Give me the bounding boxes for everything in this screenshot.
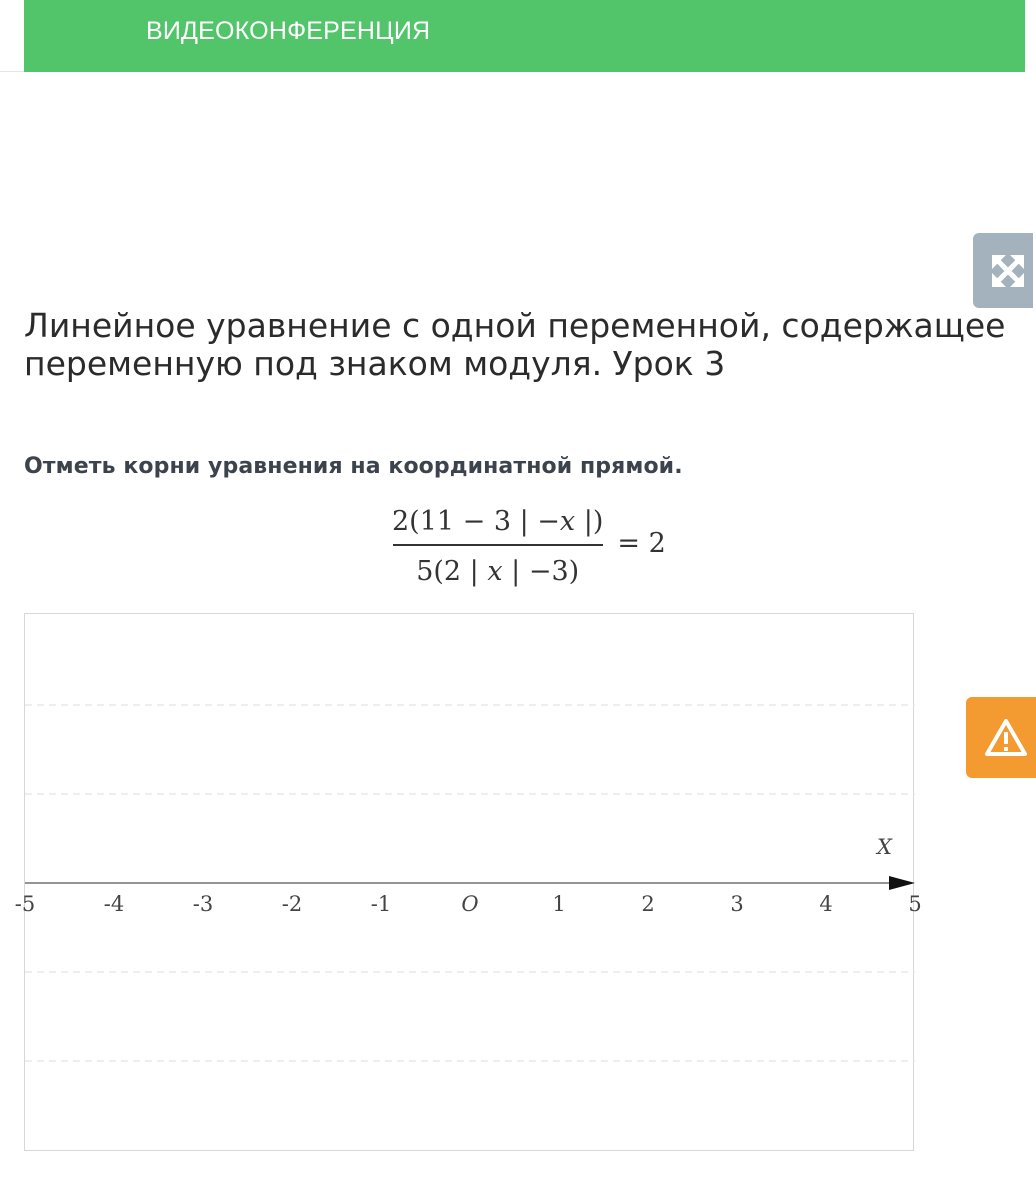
equation-numerator: 2(11 − 3 | −x |) bbox=[392, 506, 604, 537]
equation-denominator: 5(2 | x | −3) bbox=[416, 555, 580, 587]
tick-label: 1 bbox=[552, 892, 566, 916]
fraction-bar bbox=[393, 544, 603, 546]
expand-arrows-icon bbox=[990, 253, 1026, 289]
report-problem-button[interactable] bbox=[966, 697, 1036, 778]
warning-triangle-icon bbox=[984, 718, 1028, 758]
equation bbox=[388, 504, 666, 590]
tick-label: 2 bbox=[641, 892, 655, 916]
tick-label: -5 bbox=[14, 892, 36, 916]
tick-label: 5 bbox=[908, 892, 922, 916]
number-line-canvas[interactable] bbox=[14, 614, 922, 1152]
lesson-title: Линейное уравнение с одной переменной, содержащее переменную под знаком модуля. Урок 3 bbox=[24, 306, 1006, 383]
header-bar bbox=[24, 0, 1025, 72]
tick-label: -1 bbox=[370, 892, 392, 916]
tick-label: 3 bbox=[730, 892, 744, 916]
number-line-board[interactable] bbox=[14, 613, 922, 1151]
x-axis-label: X bbox=[877, 835, 892, 859]
tick-label: -4 bbox=[103, 892, 125, 916]
tick-label: -2 bbox=[281, 892, 303, 916]
tick-labels bbox=[15, 892, 922, 916]
tick-label: 4 bbox=[819, 892, 833, 916]
origin-label: O bbox=[461, 892, 479, 916]
header-title[interactable]: ВИДЕОКОНФЕРЕНЦИЯ bbox=[146, 17, 431, 45]
equation-rhs: = 2 bbox=[617, 528, 666, 560]
fullscreen-button[interactable] bbox=[973, 233, 1033, 308]
equation-fraction bbox=[388, 504, 607, 590]
tick-label: -3 bbox=[192, 892, 214, 916]
task-instruction: Отметь корни уравнения на координатной прямой. bbox=[24, 454, 683, 479]
x-axis-arrow bbox=[889, 876, 915, 890]
header-divider bbox=[0, 71, 24, 72]
